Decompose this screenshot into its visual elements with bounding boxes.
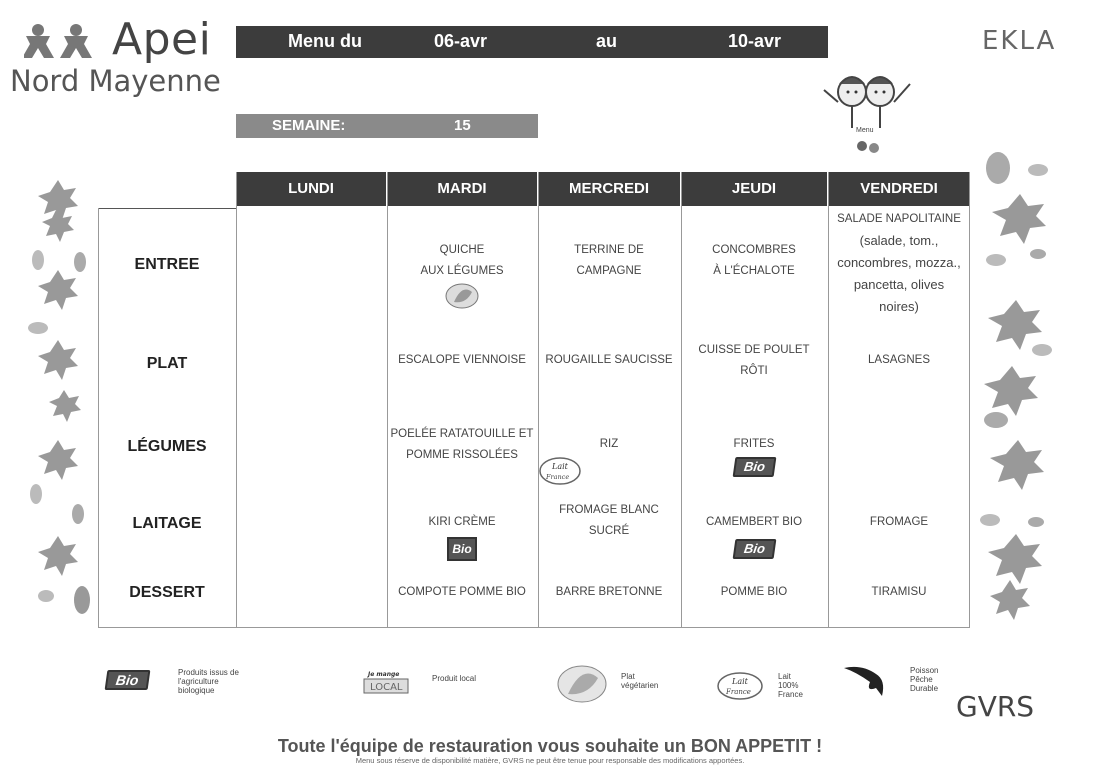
legend-local-text: Produit local [432,674,477,683]
mardi-entree-line: AUX LÉGUMES [420,265,504,277]
bio-label-icon: Bio [105,670,150,690]
vendredi-laitage: FROMAGE [869,516,929,528]
legend-bio [106,670,149,690]
legend-lait-line: France [778,690,803,699]
mardi-plat: ESCALOPE VIENNOISE [398,354,526,366]
legend-veg-line: Plat [621,672,635,681]
row-label-dessert: DESSERT [129,584,205,601]
lait-france-text: France [546,473,570,481]
mardi-legumes [387,424,537,466]
ekla-logo: EKLA [982,26,1057,56]
mascot-text: Menu [856,127,874,134]
logo-title: Apei [112,14,212,65]
legend-bio-line: Produits issus de [178,668,239,677]
local-badge-text: LOCAL [370,682,403,693]
legend-lait-text [778,672,803,699]
lait-text: Lait [732,677,748,686]
logo-subtitle: Nord Mayenne [10,64,221,98]
mercredi-plat: ROUGAILLE SAUCISSE [545,354,673,366]
row-label-legumes: LÉGUMES [127,438,207,455]
jeudi-entree-line: CONCOMBRES [712,244,796,256]
bio-label-icon: Bio [732,457,776,477]
jeudi-dessert: POMME BIO [720,586,788,598]
menu-date-header [236,26,828,58]
lait-text: Lait [552,462,568,471]
jeudi-entree-line: À L'ÉCHALOTE [713,265,795,277]
kids-mascot-icon [818,62,914,158]
mardi-legumes-line: POELÉE RATATOUILLE ET [390,428,534,440]
day-header-mardi: MARDI [387,172,537,206]
row-label-plat: PLAT [146,355,188,372]
bio-label-icon: Bio [447,537,477,561]
mardi-legumes-line: POMME RISSOLÉES [406,449,518,461]
vegetarian-icon [556,664,608,704]
mercredi-dessert: BARRE BRETONNE [555,586,663,598]
lait-france-icon [716,670,764,702]
jeudi-plat [681,340,827,382]
legend-lait-line: 100% [778,681,799,690]
week-bar [236,114,538,138]
bio-label-icon: Bio [732,539,776,559]
mardi-laitage-text: KIRI CRÈME [428,516,496,528]
legend-bio-text [178,668,239,695]
jeudi-plat-line: RÔTI [740,365,768,377]
mercredi-laitage-line: FROMAGE BLANC [559,504,659,516]
week-number: 15 [454,117,471,134]
mercredi-entree-line: TERRINE DE [574,244,644,256]
vendredi-entree-line: pancetta, olives [853,277,945,292]
legend-fish-line: Poisson [910,666,939,675]
jeudi-legumes-text: FRITES [733,438,775,450]
left-flower-decoration-icon [28,170,92,620]
day-header-vendredi: VENDREDI [828,172,970,206]
legend-bio-line: l'agriculture [178,677,219,686]
vendredi-entree-line: concombres, mozza., [837,255,961,270]
menu-du-label: Menu du [288,31,362,51]
mercredi-laitage-line: SUCRÉ [588,525,630,537]
apei-logo-icon [24,22,104,62]
legend-lait-line: Lait [778,672,791,681]
mardi-dessert: COMPOTE POMME BIO [398,586,526,598]
jeudi-plat-line: CUISSE DE POULET [698,344,810,356]
vendredi-plat: LASAGNES [868,354,930,366]
local-product-icon [362,668,412,696]
mardi-entree-line: QUICHE [439,244,485,256]
mardi-entree [387,240,537,318]
legend-fish-text [910,666,938,693]
mercredi-legumes: RIZ [599,438,619,450]
jeudi-legumes [681,434,827,479]
mardi-laitage [387,512,537,561]
week-label: SEMAINE: [272,117,346,134]
vendredi-entree-line: noires) [879,299,919,314]
mercredi-laitage [538,500,680,542]
gvrs-logo: GVRS [956,690,1035,723]
local-badge-top: Je mange [368,671,400,678]
mercredi-entree-line: CAMPAGNE [576,265,642,277]
legend-veg-line: végétarien [621,681,659,690]
row-label-laitage: LAITAGE [132,515,202,532]
footer-disclaimer: Menu sous réserve de disponibilité matière, GVRS ne peut être tenue pour responsable des modifications apportées. [355,756,745,765]
legend-fish-line: Pêche [910,675,933,684]
date-start: 06-avr [434,31,488,51]
table-bottom-rule [98,627,970,628]
vendredi-entree-line: SALADE NAPOLITAINE [837,213,961,225]
mercredi-entree [538,240,680,282]
day-header-jeudi: JEUDI [681,172,827,206]
vendredi-entree [828,208,970,318]
fish-icon [842,662,892,700]
jeudi-laitage [681,512,827,561]
date-end: 10-avr [728,31,782,51]
day-header-lundi: LUNDI [236,172,386,206]
legend-veg-text [621,672,658,690]
footer-message: Toute l'équipe de restauration vous souhaite un BON APPETIT ! [277,736,823,756]
day-header-mercredi: MERCREDI [538,172,680,206]
table-top-rule [98,208,236,209]
lait-france-icon [538,454,582,488]
column-divider [236,172,237,628]
vendredi-entree-line: (salade, tom., [859,233,939,248]
right-flower-decoration-icon [976,150,1060,630]
jeudi-entree [681,240,827,282]
row-label-entree: ENTREE [134,256,200,273]
legend-bio-line: biologique [178,686,215,695]
legend-fish-line: Durable [910,684,939,693]
vegetarian-icon [444,282,480,310]
lait-france-text: France [726,688,751,696]
jeudi-laitage-text: CAMEMBERT BIO [705,516,803,528]
vendredi-dessert: TIRAMISU [871,586,927,598]
au-label: au [596,31,618,51]
menu-table [98,172,970,628]
